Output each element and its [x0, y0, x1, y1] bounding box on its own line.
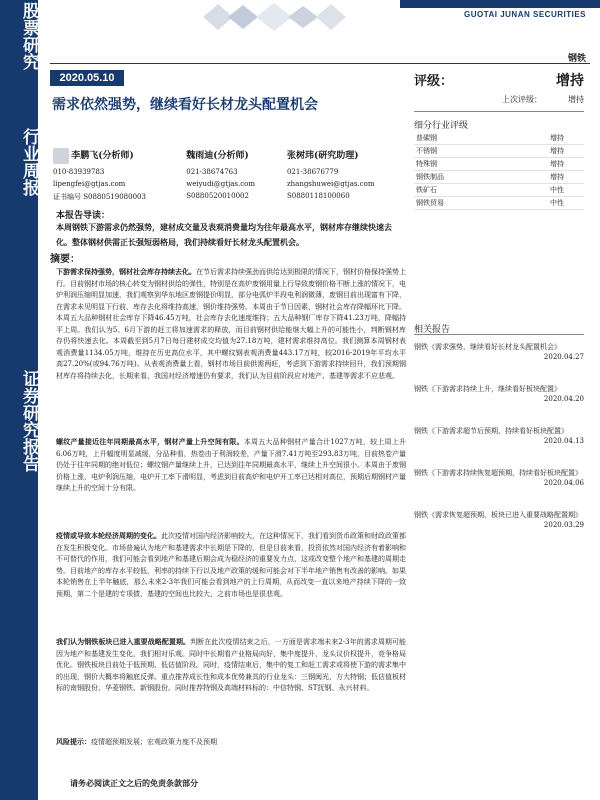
header-blue-band	[400, 0, 600, 8]
analyst-phone: 021-38674763	[186, 168, 238, 176]
related-report-title[interactable]: 钢铁《下游需求超节后预期，持续看好板块配置》	[414, 427, 568, 435]
paragraph-lead: 我们认为钢铁板块已进入重要战略配置期。	[56, 637, 191, 646]
sub-rating-name: 普碳钢	[416, 134, 437, 142]
related-report-item[interactable]	[414, 384, 584, 404]
cert-label: 证书编号	[53, 193, 81, 201]
table-row	[414, 171, 584, 184]
table-row	[414, 158, 584, 171]
sidebar-report-type: 行业周报	[19, 128, 39, 196]
related-report-item[interactable]	[414, 510, 584, 530]
analyst-cert	[50, 190, 183, 204]
analyst-phone: 010-83939783	[53, 168, 105, 176]
analyst-cert: S0880118100060	[286, 192, 350, 200]
abstract-paragraph	[56, 636, 406, 695]
company-logo-text: GUOTAI JUNAN SECURITIES	[463, 10, 586, 19]
sidebar-top-label: 股票研究	[19, 2, 39, 70]
sub-rating-value: 中性	[550, 199, 564, 207]
sub-rating-name: 钢铁贸易	[416, 199, 444, 207]
analyst-cell	[50, 146, 183, 166]
paragraph-body: 疫情超预期发展；宏观政策力度不及预期	[91, 738, 217, 746]
guide-body: 本周钢铁下游需求仍然强势，建材成交量及表观消费量均为往年最高水平，钢材库存继续快速去化。整体钢材供需正长强短弱格局，我们持续看好长材龙头配置机会。	[56, 222, 392, 247]
analyst-name: 张树玮(研究助理)	[286, 151, 359, 161]
header-banner	[38, 0, 600, 34]
related-report-date: 2020.04.27	[543, 353, 584, 361]
sidebar-report-category: 证券研究报告	[19, 370, 39, 472]
table-row	[414, 197, 584, 210]
related-report-title[interactable]: 钢铁《需求恢复超预期，板块已进入重要战略配置期》	[414, 511, 582, 519]
related-report-date: 2020.04.20	[543, 395, 584, 403]
related-report-date: 2020.04.06	[543, 479, 584, 487]
paragraph-body: 判断在此次疫情结束之后，一方面是需求端未来2-3年的需求周期可能因为地产和基建发生变化，我们相对乐观。同时中长期看产业格局向好，集中度提升，龙头议价权提升，竞争格局优化。钢铁板块目前处于低预期、低估值阶段。同时，疫情结束后，集中的复工和赶工需求或将使下游的需求集中的出现，钢价大概率将触底反弹。重点推荐成长性和成本优势兼具的行业龙头：三钢闽光、方大特钢；低估值板材标的南钢股份、华菱钢铁、新钢股份。同时推荐特钢及高端材料标的：中信特钢、ST抚钢、永兴材料。	[56, 638, 406, 692]
abstract-paragraph	[56, 530, 406, 600]
paragraph-lead: 螺纹产量接近往年同期最高水平，钢材产量上升空间有限。	[56, 437, 244, 446]
abstract-paragraph	[56, 266, 406, 382]
sub-rating-value: 增持	[550, 173, 564, 181]
cert-number: S0880519080003	[83, 193, 146, 201]
rating-label: 评级：	[414, 74, 454, 89]
related-report-title[interactable]: 钢铁《需求强势，继续看好长材龙头配置机会》	[414, 343, 561, 351]
rating-value: 增持	[556, 73, 584, 89]
paragraph-body: 此次疫情对国内经济影响较大，在这种情况下，我们看到货币政策和财政政策都在发生积极变化。市场普遍认为地产和基建需求中长期是下降的，但是目前来看，投资依然对国内经济有着影响和不可替代的作用，我们可能会看到地产和基建后期会成为稳经济的重要发力点，这或改变整个地产和基建的周期走势。目前地产的库存水平较低，利率的持续下行以及地产政策的缓和可能会对下半年地产销售有改善的影响。如果本轮销售在上半年触底，那么未来2-3年我们可能会看到地产的上行周期，从而改变一直以来地产持续下降的一致预期，第二个是建的专项债，基建的空间也比较大，之前市场也是很悲观。	[56, 532, 406, 598]
avatar	[53, 148, 69, 164]
paragraph-lead: 疫情或导致本轮经济周期的变化。	[56, 531, 161, 540]
sub-ratings-table	[414, 132, 584, 210]
left-sidebar	[0, 0, 38, 800]
sub-rating-name: 不锈钢	[416, 147, 437, 155]
report-date: 2020.05.10	[50, 70, 124, 86]
analyst-table	[50, 146, 410, 204]
report-title: 需求依然强势，继续看好长材龙头配置机会	[52, 97, 318, 113]
related-report-item[interactable]	[414, 342, 584, 362]
abstract-paragraph	[56, 436, 406, 495]
analyst-email[interactable]: weiyudi@gtjas.com	[186, 180, 256, 188]
analyst-phone: 021-38676779	[286, 168, 339, 176]
sub-ratings-heading: 细分行业评级	[414, 121, 469, 131]
related-report-item[interactable]	[414, 426, 584, 446]
analyst-cell	[183, 146, 284, 166]
sub-rating-value: 增持	[550, 134, 564, 142]
previous-rating-label: 上次评级：	[502, 95, 542, 104]
related-report-date: 2020.04.13	[543, 437, 584, 445]
sub-rating-value: 增持	[550, 160, 564, 168]
table-row	[414, 145, 584, 158]
sub-rating-name: 钢铁制品	[416, 173, 444, 181]
sector-tag: 钢铁	[567, 53, 586, 63]
paragraph-lead: 下游需求保持强势，钢材社会库存持续去化。	[56, 267, 196, 276]
analyst-cert: S0880520010002	[186, 192, 249, 200]
sub-rating-name: 特殊钢	[416, 160, 437, 168]
paragraph-body: 本周五大品种钢材产量合计1027万吨，较上周上升6.06万吨，上升幅度明显减缓，分品种看，热卷由于利润较差，产量下滑7.41万吨至293.83万吨，目前热卷产量仍处于往年同期的绝对低位；螺纹钢产量继续上升，已达到往年同期最高水平，继续上升空间很小。本周由于废钢价格上涨，电炉利润压缩，电炉开工率下滑明显，考虑到目前高炉和电炉开工率已达相对高位，预期后期钢材产量继续上升的空间十分有限。	[56, 438, 406, 492]
paragraph-lead: 风险提示：	[56, 737, 91, 746]
sub-rating-value: 增持	[550, 147, 564, 155]
decorative-diamonds-graphic	[198, 2, 358, 32]
disclaimer-footer: 请务必阅读正文之后的免责条款部分	[70, 778, 198, 788]
header-divider	[50, 63, 590, 64]
table-row	[414, 184, 584, 197]
sub-rating-name: 铁矿石	[416, 186, 437, 194]
related-report-date: 2020.03.29	[543, 521, 584, 529]
table-row	[414, 132, 584, 145]
paragraph-body: 在节后需求持续强劲而供给达到极限的情况下，钢材价格保持强势上行。目前钢材市场的核心转变为钢材供给的弹性，特别是在高炉废钢用量上行导致废钢价格不断上涨的情况下，电炉利润压缩明显加速，我们观察到华东地区废钢提价明显，部分电弧炉半段电利润微薄，废钢目前出现富有下降，在需求未见明显下行前，库存去化将维持高速，钢价维持强势。本周由于节日因素，钢材社会库存降幅环比下降。本周五大品种钢材社会库存下降46.45万吨，社会库存去化速度维持；五大品种钢厂库存下降41.23万吨，降幅持平上周。我们认为5、6月下游的赶工将加速需求的释放，而目前钢材供给能继大幅上升的可能性小，判断钢材库存仍将快速去化。本周截至到5月7日每日建材成交均值为27.18万吨，建材需求维持高位。我们测算本周钢材表观消费量1134.05万吨，维持在历史高位水平，其中螺纹钢表观消费量443.17万吨，较2016-2019年平均水平高27.20%(或94.76万吨)。从表观消费量上看，钢材市场目前供需两旺，考虑到下游需求持续回升，我们预期钢材库存将持续去化，长期来看，我国对经济增速仍有要求，我们认为目前阶段应对地产、基建等需求不应悲观。	[56, 268, 406, 380]
analyst-name: 李鹏飞(分析师)	[71, 151, 134, 161]
guide-heading: 本报告导读：	[56, 211, 111, 221]
previous-rating-value: 增持	[568, 95, 584, 104]
analyst-cell	[284, 146, 410, 166]
related-report-item[interactable]	[414, 468, 584, 488]
abstract-heading: 摘要：	[50, 254, 80, 265]
related-report-title[interactable]: 钢铁《下游需求持续上升，继续看好板块配置》	[414, 385, 561, 393]
risk-note	[56, 736, 406, 749]
related-report-title[interactable]: 钢铁《下游需求持续恢复超预期，持续看好板块配置》	[414, 469, 582, 477]
rating-box	[414, 70, 584, 112]
rating-divider	[414, 111, 584, 112]
analyst-email[interactable]: lipengfei@gtjas.com	[53, 180, 126, 188]
related-reports-heading: 相关报告	[414, 325, 451, 335]
analyst-name: 魏雨迪(分析师)	[186, 151, 249, 161]
related-divider	[414, 334, 584, 335]
sub-rating-value: 中性	[550, 186, 564, 194]
analyst-email[interactable]: zhangshuwei@gtjas.com	[286, 180, 375, 188]
